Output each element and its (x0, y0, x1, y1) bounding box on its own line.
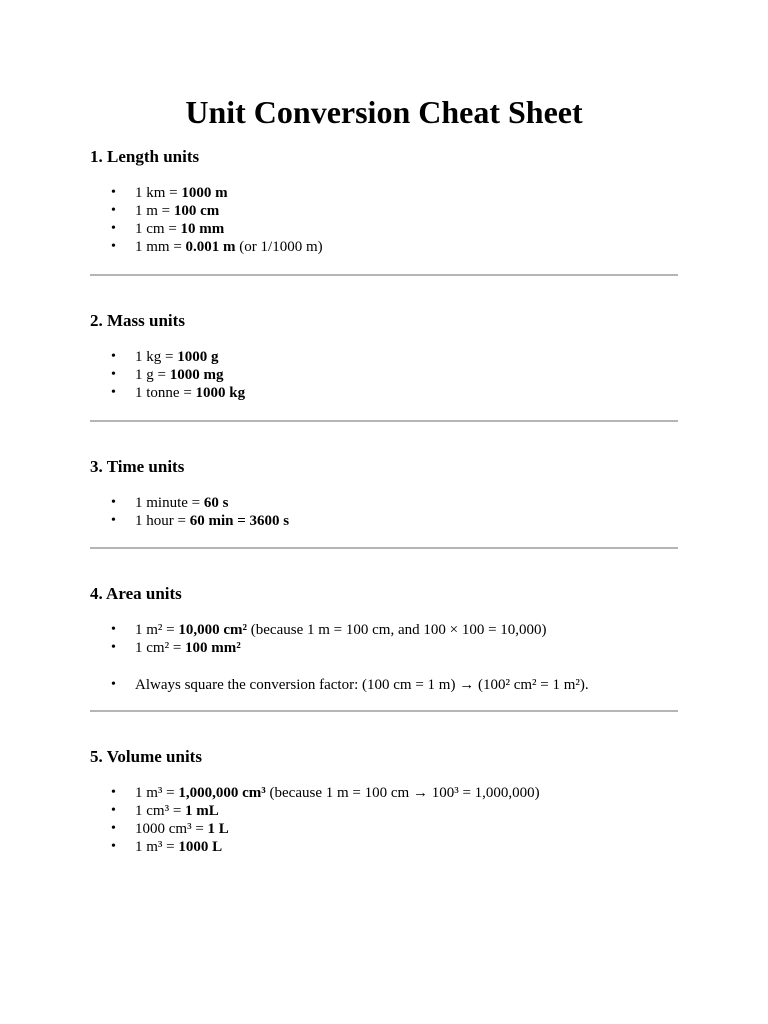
conversion-list (90, 348, 678, 402)
section-time-units (90, 456, 678, 530)
conversion-list (90, 621, 678, 657)
section-divider (90, 710, 678, 712)
list-item: • 1 m² = 10,000 cm² (because 1 m = 100 cm, and 100 × 100 = 10,000) (90, 621, 678, 639)
section-heading: 1. Length units (90, 147, 200, 166)
section-mass-units (90, 310, 678, 402)
conversion-list (90, 184, 678, 256)
list-item: • 1000 cm³ = 1 L (90, 820, 678, 838)
section-area-units (90, 583, 678, 694)
list-item: • 1 kg = 1000 g (90, 348, 678, 366)
list-item: • 1 km = 1000 m (90, 184, 678, 202)
list-item: • 1 tonne = 1000 kg (90, 384, 678, 402)
list-item: • 1 cm³ = 1 mL (90, 802, 678, 820)
list-item: • 1 m³ = 1000 L (90, 838, 678, 856)
section-divider (90, 420, 678, 422)
section-heading: 4. Area units (90, 584, 182, 603)
list-item: • 1 minute = 60 s (90, 494, 678, 512)
list-item: • 1 g = 1000 mg (90, 366, 678, 384)
section-heading: 3. Time units (90, 457, 185, 476)
conversion-list (90, 784, 678, 856)
list-item: • 1 cm = 10 mm (90, 220, 678, 238)
section-divider (90, 547, 678, 549)
list-item: • 1 mm = 0.001 m (or 1/1000 m) (90, 238, 678, 256)
section-length-units (90, 146, 678, 256)
note-item: • Always square the conversion factor: (100 cm = 1 m) → (100² cm² = 1 m²). (90, 676, 678, 694)
list-item: • 1 cm² = 100 mm² (90, 639, 678, 657)
note-list (90, 676, 678, 694)
section-heading: 2. Mass units (90, 311, 185, 330)
section-heading: 5. Volume units (90, 747, 202, 766)
section-divider (90, 274, 678, 276)
section-volume-units (90, 746, 678, 856)
page-title: Unit Conversion Cheat Sheet (185, 94, 583, 130)
list-item: • 1 m = 100 cm (90, 202, 678, 220)
list-item: • 1 hour = 60 min = 3600 s (90, 512, 678, 530)
conversion-list (90, 494, 678, 530)
list-item: • 1 m³ = 1,000,000 cm³ (because 1 m = 100 cm → 100³ = 1,000,000) (90, 784, 678, 802)
